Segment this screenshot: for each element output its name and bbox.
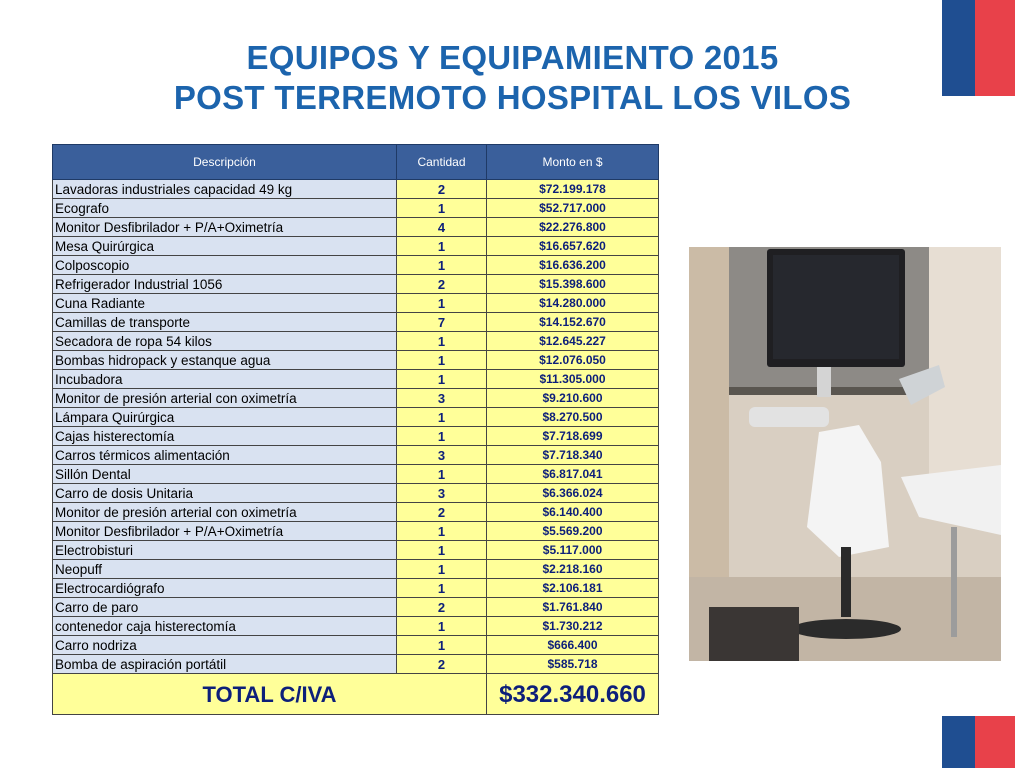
medical-equipment-photo [689, 247, 1001, 661]
row-description: Electrocardiógrafo [53, 579, 397, 598]
table-row [53, 503, 659, 522]
table-row [53, 636, 659, 655]
row-quantity: 1 [397, 617, 487, 636]
table-row [53, 655, 659, 674]
table-row [53, 522, 659, 541]
table-row [53, 541, 659, 560]
equipment-table [52, 144, 659, 715]
row-amount: $14.280.000 [487, 294, 659, 313]
row-quantity: 1 [397, 465, 487, 484]
total-row [53, 674, 659, 715]
table-row [53, 294, 659, 313]
row-quantity: 1 [397, 351, 487, 370]
row-amount: $7.718.699 [487, 427, 659, 446]
row-quantity: 1 [397, 541, 487, 560]
row-description: Bombas hidropack y estanque agua [53, 351, 397, 370]
table-row [53, 218, 659, 237]
row-description: Electrobisturi [53, 541, 397, 560]
row-description: Ecografo [53, 199, 397, 218]
table-row [53, 408, 659, 427]
row-description: Neopuff [53, 560, 397, 579]
row-description: Bomba de aspiración portátil [53, 655, 397, 674]
row-quantity: 1 [397, 332, 487, 351]
row-amount: $12.645.227 [487, 332, 659, 351]
row-description: Carro de paro [53, 598, 397, 617]
row-quantity: 2 [397, 598, 487, 617]
table-body [53, 180, 659, 674]
row-amount: $14.152.670 [487, 313, 659, 332]
table-row [53, 389, 659, 408]
row-amount: $1.730.212 [487, 617, 659, 636]
row-description: Monitor de presión arterial con oximetría [53, 503, 397, 522]
row-description: Monitor Desfibrilador + P/A+Oximetría [53, 218, 397, 237]
table-row [53, 256, 659, 275]
flag-logo-bottom [942, 716, 1015, 768]
row-description: Monitor Desfibrilador + P/A+Oximetría [53, 522, 397, 541]
row-amount: $1.761.840 [487, 598, 659, 617]
row-quantity: 1 [397, 294, 487, 313]
row-quantity: 1 [397, 427, 487, 446]
table-row [53, 484, 659, 503]
row-amount: $6.817.041 [487, 465, 659, 484]
row-amount: $72.199.178 [487, 180, 659, 199]
row-description: Sillón Dental [53, 465, 397, 484]
total-amount: $332.340.660 [487, 674, 659, 715]
row-description: Carros térmicos alimentación [53, 446, 397, 465]
row-description: contenedor caja histerectomía [53, 617, 397, 636]
row-amount: $585.718 [487, 655, 659, 674]
row-amount: $666.400 [487, 636, 659, 655]
row-quantity: 1 [397, 636, 487, 655]
header-description: Descripción [53, 145, 397, 180]
table-row [53, 313, 659, 332]
row-amount: $11.305.000 [487, 370, 659, 389]
row-quantity: 2 [397, 503, 487, 522]
row-amount: $16.636.200 [487, 256, 659, 275]
row-quantity: 1 [397, 579, 487, 598]
table-row [53, 560, 659, 579]
row-description: Cajas histerectomía [53, 427, 397, 446]
row-description: Monitor de presión arterial con oximetría [53, 389, 397, 408]
table-row [53, 237, 659, 256]
title-line-1: EQUIPOS Y EQUIPAMIENTO 2015 [246, 39, 779, 76]
row-quantity: 3 [397, 484, 487, 503]
row-quantity: 2 [397, 275, 487, 294]
row-amount: $9.210.600 [487, 389, 659, 408]
row-amount: $15.398.600 [487, 275, 659, 294]
title-line-2: POST TERREMOTO HOSPITAL LOS VILOS [173, 79, 852, 116]
page-title [60, 38, 965, 118]
row-amount: $52.717.000 [487, 199, 659, 218]
row-quantity: 1 [397, 408, 487, 427]
row-description: Lavadoras industriales capacidad 49 kg [53, 180, 397, 199]
table-row [53, 275, 659, 294]
row-description: Carro nodriza [53, 636, 397, 655]
table-row [53, 199, 659, 218]
table-row [53, 427, 659, 446]
row-quantity: 1 [397, 522, 487, 541]
row-description: Mesa Quirúrgica [53, 237, 397, 256]
row-quantity: 1 [397, 560, 487, 579]
row-amount: $16.657.620 [487, 237, 659, 256]
table-row [53, 617, 659, 636]
row-amount: $6.366.024 [487, 484, 659, 503]
row-description: Carro de dosis Unitaria [53, 484, 397, 503]
row-quantity: 1 [397, 199, 487, 218]
row-amount: $5.117.000 [487, 541, 659, 560]
table-row [53, 598, 659, 617]
row-amount: $7.718.340 [487, 446, 659, 465]
table-row [53, 579, 659, 598]
row-description: Secadora de ropa 54 kilos [53, 332, 397, 351]
row-quantity: 1 [397, 237, 487, 256]
header-amount: Monto en $ [487, 145, 659, 180]
row-quantity: 1 [397, 256, 487, 275]
table-row [53, 465, 659, 484]
table-row [53, 332, 659, 351]
header-quantity: Cantidad [397, 145, 487, 180]
row-quantity: 1 [397, 370, 487, 389]
row-description: Colposcopio [53, 256, 397, 275]
row-amount: $22.276.800 [487, 218, 659, 237]
row-amount: $12.076.050 [487, 351, 659, 370]
row-description: Lámpara Quirúrgica [53, 408, 397, 427]
row-amount: $2.218.160 [487, 560, 659, 579]
table-header-row [53, 145, 659, 180]
row-quantity: 2 [397, 180, 487, 199]
row-amount: $2.106.181 [487, 579, 659, 598]
row-quantity: 7 [397, 313, 487, 332]
row-description: Cuna Radiante [53, 294, 397, 313]
table-row [53, 446, 659, 465]
row-description: Incubadora [53, 370, 397, 389]
table-row [53, 351, 659, 370]
table-row [53, 180, 659, 199]
row-quantity: 3 [397, 446, 487, 465]
row-description: Camillas de transporte [53, 313, 397, 332]
total-label: TOTAL C/IVA [53, 674, 487, 715]
row-quantity: 3 [397, 389, 487, 408]
row-amount: $8.270.500 [487, 408, 659, 427]
row-amount: $6.140.400 [487, 503, 659, 522]
table-row [53, 370, 659, 389]
row-quantity: 4 [397, 218, 487, 237]
row-amount: $5.569.200 [487, 522, 659, 541]
row-quantity: 2 [397, 655, 487, 674]
row-description: Refrigerador Industrial 1056 [53, 275, 397, 294]
